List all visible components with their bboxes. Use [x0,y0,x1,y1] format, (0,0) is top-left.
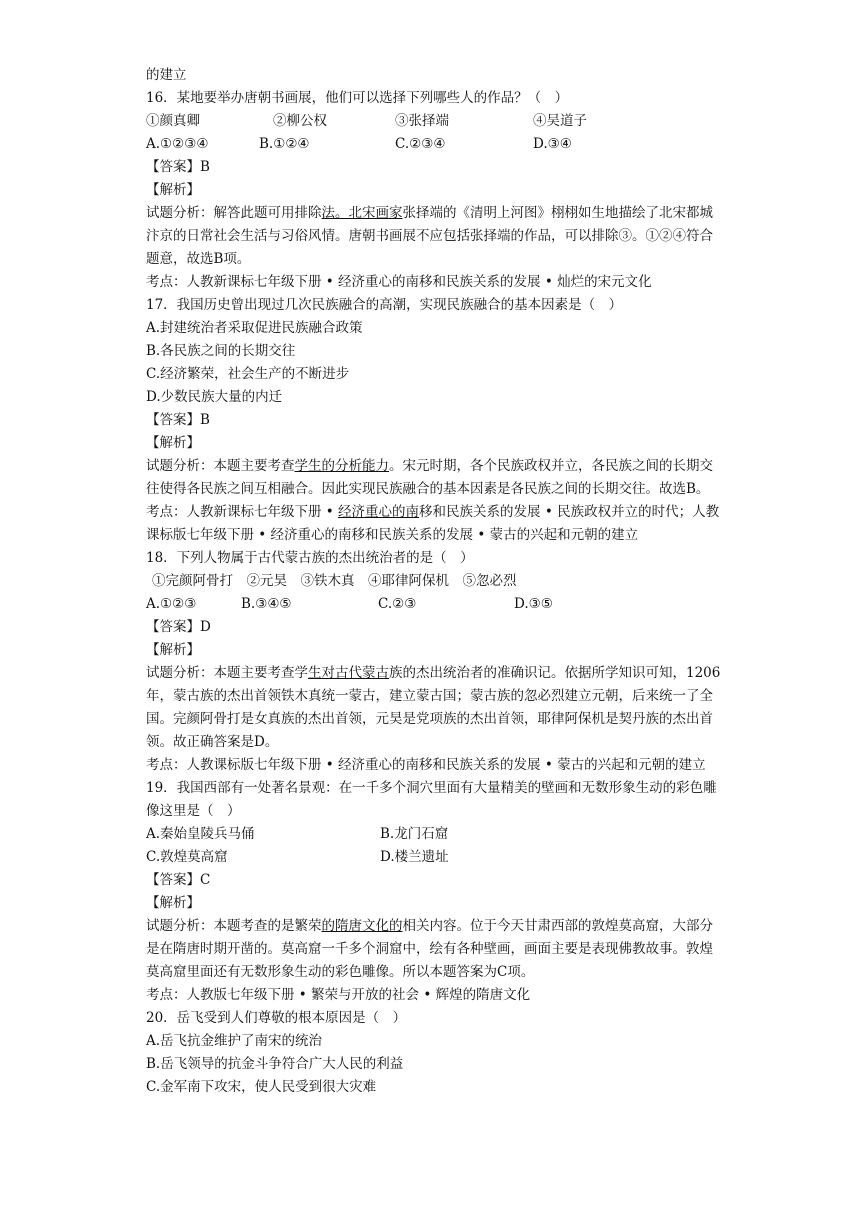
question-19-stem: 19．我国西部有一处著名景观：在一千多个洞穴里面有大量精美的壁画和无数形象生动的彩色雕像这里是（ ） [146,780,717,819]
q18-analysis [146,662,726,754]
q17-kaodian-text-1: 考点：人教新课标七年级下册 • [146,504,339,520]
q18-option-a: A.①②③ [146,596,197,612]
q19-analysis-text-2: 相关内容。位于今天甘肃西部的敦煌莫高窟，大部分是在隋唐时期开凿的。莫高窟一千多个洞窟中，绘有各种壁画，画面主要是表现佛教故事。敦煌莫高窟里面还有无数形象生动的彩色雕像。所以本题答案为C项。 [146,918,713,980]
q20-option-b: B.岳飞领导的抗金斗争符合广大人民的利益 [146,1056,404,1072]
q16-analysis-heading: 【解析】 [146,182,200,198]
q20-option-a: A.岳飞抗金维护了南宋的统治 [146,1033,323,1049]
q19-analysis-underlined: 的隋唐文化的 [321,918,403,934]
q17-analysis-text-1: 试题分析：本题主要考查 [146,458,295,474]
q16-option-b: B.①②④ [259,136,310,152]
q16-option-c: C.②③④ [395,136,446,152]
q17-option-d: D.少数民族大量的内迁 [146,389,283,405]
question-17-stem: 17．我国历史曾出现过几次民族融合的高潮，实现民族融合的基本因素是（ ） [146,297,623,313]
q18-option-b: B.③④⑤ [241,596,292,612]
q16-answer: 【答案】B [146,159,210,175]
q18-items: ①完颜阿骨打 ②元昊 ③铁木真 ④耶律阿保机 ⑤忽必烈 [152,573,517,589]
q17-kaodian-underlined: 经济重心的南 [338,504,420,520]
question-16-options [146,133,726,156]
q16-item-3: ③张择端 [395,113,449,129]
q19-analysis-text-1: 试题分析：本题考查的是繁荣 [146,918,322,934]
q17-answer: 【答案】B [146,412,210,428]
q16-analysis [146,202,726,271]
question-19-options-row-2 [146,846,726,869]
q19-option-c: C.敦煌莫高窟 [146,849,228,865]
q20-option-c: C.金军南下攻宋，使人民受到很大灾难 [146,1079,377,1095]
q19-answer: 【答案】C [146,872,211,888]
q16-analysis-underlined: 法。北宋画家 [321,205,403,221]
q16-analysis-text-2: 张择端的《清明上河图》栩栩如生地描绘了北宋都城汴京的日常社会生活与习俗风情。唐朝书画展不应包括张择端的作品，可以排除③。①②④符合题意，故选B项。 [146,205,713,267]
question-20-stem: 20．岳飞受到人们尊敬的根本原因是（ ） [146,1010,407,1026]
q19-analysis-heading: 【解析】 [146,895,200,911]
q16-item-2: ②柳公权 [273,113,327,129]
q17-option-b: B.各民族之间的长期交往 [146,343,296,359]
q16-item-1: ①颜真卿 [146,113,200,129]
q16-option-d: D.③④ [533,136,572,152]
q17-analysis-heading: 【解析】 [146,435,200,451]
q16-option-a: A.①②③④ [146,136,209,152]
q16-analysis-text-1: 试题分析：解答此题可用排除 [146,205,322,221]
previous-question-tail: 的建立 [146,67,187,83]
question-18-options [146,593,726,616]
q17-option-c: C.经济繁荣，社会生产的不断进步 [146,366,350,382]
q16-kaodian: 考点：人教新课标七年级下册 • 经济重心的南移和民族关系的发展 • 灿烂的宋元文化 [146,274,652,290]
q18-answer: 【答案】D [146,619,211,635]
q18-kaodian: 考点：人教课标版七年级下册 • 经济重心的南移和民族关系的发展 • 蒙古的兴起和元朝的建立 [146,757,706,773]
q19-kaodian: 考点：人教版七年级下册 • 繁荣与开放的社会 • 辉煌的隋唐文化 [146,987,531,1003]
q18-analysis-underlined: 生对古代蒙古 [308,665,389,681]
question-19-options-row-1 [146,823,726,846]
q19-analysis [146,915,726,984]
q19-option-a: A.秦始皇陵兵马俑 [146,826,255,842]
q17-kaodian-text-2: 移和民族关系的发展 • 民族政权并立的时代；人教课标版七年级下册 • 经济重心的南移和民族关系的发展 • 蒙古的兴起和元朝的建立 [146,504,720,543]
question-16-items [146,110,726,133]
q17-kaodian [146,501,726,547]
q18-option-d: D.③⑤ [514,596,553,612]
question-16-stem: 16．某地要举办唐朝书画展，他们可以选择下列哪些人的作品？（ ） [146,90,569,106]
q18-analysis-heading: 【解析】 [146,642,200,658]
q17-analysis-text-2: 。宋元时期，各个民族政权并立，各民族之间的长期交往使得各民族之间互相融合。因此实现民族融合的基本因素是各民族之间的长期交往。故选B。 [146,458,713,497]
q17-option-a: A.封建统治者采取促进民族融合政策 [146,320,363,336]
q17-analysis [146,455,726,501]
q18-analysis-text-2: 族的杰出统治者的准确识记。依据所学知识可知，1206年，蒙古族的杰出首领铁木真统一蒙古，建立蒙古国；蒙古族的忽必烈建立元朝，后来统一了全国。完颜阿骨打是女真族的杰出首领，元昊是党项族的杰出首领，耶律阿保机是契丹族的杰出首领。故正确答案是D。 [146,665,721,750]
question-18-stem: 18．下列人物属于古代蒙古族的杰出统治者的是（ ） [146,550,474,566]
document-page [146,64,726,1099]
q19-option-b: B.龙门石窟 [380,826,449,842]
q18-option-c: C.②③ [378,596,417,612]
q16-item-4: ④吴道子 [533,113,587,129]
q18-analysis-text-1: 试题分析：本题主要考查学 [146,665,308,681]
q17-analysis-underlined: 学生的分析能力 [294,458,389,474]
q19-option-d: D.楼兰遗址 [380,849,449,865]
